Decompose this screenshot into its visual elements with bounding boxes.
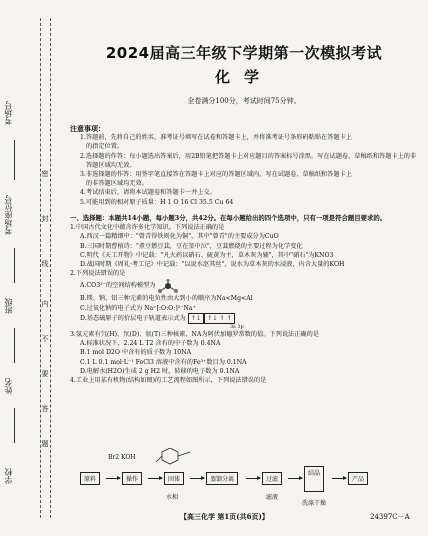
fill-line [14,328,15,363]
question-1-option-b: B.三国时期曹植诗："煮豆燃豆萁，豆在釜中泣"，豆萁燃烧的主要过程为化学变化 [80,242,303,250]
question-3-option-a: A.标准状况下，2.24 L T2 含有的中子数为 0.4NA [80,340,221,348]
binding-margin [0,0,58,536]
process-flow-diagram [80,454,380,510]
flow-arrow [288,478,302,479]
flow-step-operation: 操作 [122,472,142,485]
question-1-stem: 1.中国古代文化中蕴含许多化学知识。下列说法正确的是 [70,224,225,232]
seal-char: 答 [41,405,49,412]
seal-char: 线 [41,260,49,267]
question-1-option-a: A.西汉一篇精细中："曾青得铁则化为铜"，其中"曾青"的主要成分为CuO [80,233,279,241]
margin-label: 考场号 [4,101,13,125]
seal-char: 内 [41,300,49,307]
subject-title: 化学 [214,68,273,86]
flow-label: 洗涤干燥 [302,500,327,507]
molecule-structure-icon [154,448,194,468]
exam-notes [70,124,418,207]
note-line: 1.答题前，先将自己的姓名、准考证号填写在试卷和答题卡上，并将准考证号条形码粘贴在答题卡上 [80,134,352,142]
question-2-option-d [70,313,418,324]
note-line: 的非答题区域均无效。 [86,180,148,188]
orbital-box-3s: ↑↓ [188,313,204,324]
dashed-binding-line [50,18,51,518]
question-2-stem: 2.下列说法错误的是 [70,270,126,278]
orbital-label: 3s 3p [230,324,244,331]
margin-label: 学校 [4,468,13,484]
margin-label: 班级 [4,298,13,314]
flow-arrow [190,478,204,479]
flow-label: 水相 [166,494,179,501]
note-line: 3.非选择题的作答：用签字笔直接答在答题卡上对应的答题区域内。写在试题卷、草稿纸和答题卡上 [80,171,352,179]
notes-heading: 注意事项： [70,124,105,133]
note-line: 5.可能用到的相对原子质量：H 1 O 16 Cl 35.5 Cu 64 [80,198,234,206]
flow-arrow [332,478,346,479]
question-3-stem: 3.氢元素有氕(H)、氘(D)、氚(T)三种核素，NA为阿伏加德罗常数的值。下列说法正确的是 [70,331,319,339]
fill-line [14,140,15,180]
note-line: 答题区域均无效。 [86,161,136,169]
option-text: A.CO3²⁻的空间结构模型为 [80,282,156,290]
question-1-option-c: C.明代《天工开物》中记载："凡火药以硝石、硫黄为主，草木灰为辅"，其中"硝石"为KNO3 [80,251,334,259]
fill-line [14,248,15,283]
flow-step-raw: 原料 [80,472,100,485]
footer-code: 24397C－A [370,513,410,521]
exam-title: 2024届高三年级下学期第一次模拟考试 [105,44,383,62]
question-1-option-d: D.战国时期《周礼·考工记》中记载："以说水沤其丝"，说水为草木灰的水浸液，内含大量的KOH [80,261,345,269]
note-line: 的指定位置。 [86,143,124,151]
footer-page-info: 【高三化学 第1页(共6页)】 [180,512,269,521]
flow-step-product: 产品 [348,472,368,485]
flow-reagent-label: Br2 KOH [108,454,136,461]
note-line: 4.考试结束后，请将本试题卷和答题卡一并上交。 [80,189,216,197]
question-2-option-a [70,278,418,294]
margin-label: 考场座位号 [4,195,13,235]
fill-line [14,408,15,443]
section-heading: 一、选择题：本题共14小题，每小题3分，共42分。在每小题给出的四个选项中，只有一项是符合题目要求的。 [70,214,387,222]
question-2-option-b: B.镁、钠、铝三种元素的电负性由大到小的顺序为Na<Mg<Al [80,295,253,303]
question-3-option-c: C.1 L 0.1 mol·L⁻¹ FeCl3 溶液中含有的Fe³⁺数目为 0.1NA [80,358,247,366]
flow-arrow [246,478,260,479]
flow-step-crystallize: 结晶 [304,466,324,492]
question-3-option-b: B.1 mol D2O 中含有的质子数为 10NA [80,349,192,357]
flow-arrow [106,478,120,479]
orbital-box-3p: ↑↓ ↑ ↑ [204,313,235,324]
flow-step-filter: 过滤 [262,472,282,485]
flow-step-distill: 蒸馏分离 [206,472,238,485]
margin-label: 姓名 [4,378,13,394]
question-2-option-c: C.过氧化钠的电子式为 Na⁺[:O:O:]²⁻Na⁺ [80,304,196,312]
seal-char: 题 [41,440,49,447]
trigonal-planar-model-icon [157,279,179,293]
seal-char: 要 [41,370,49,377]
flow-arrow [148,478,162,479]
flow-step-solid: 固体 [164,472,184,485]
question-3-option-d: D.电解水(H2O)生成 2 g H2 时，转移的电子数为 0.1NA [80,367,240,375]
seal-char: 密 [41,170,49,177]
section-choice [70,214,418,385]
seal-char: 不 [41,335,49,342]
score-time-line: 全卷满分100分，考试时间75分钟。 [187,97,301,105]
seal-char: 封 [41,215,49,222]
option-text: D.基态硫原子的价层电子轨道表示式为 [80,314,186,322]
flow-label: 滤液 [266,494,279,501]
note-line: 2.选择题的作答：每小题选出答案后，用2B铅笔把答题卡上对应题目的答案标号涂黑。写在试题卷、草稿纸和答题卡上的非 [80,152,417,160]
question-4-stem: 4.工业上用某有机物(结构如图)的工艺流程如图所示，下列说法错误的是 [70,377,267,385]
